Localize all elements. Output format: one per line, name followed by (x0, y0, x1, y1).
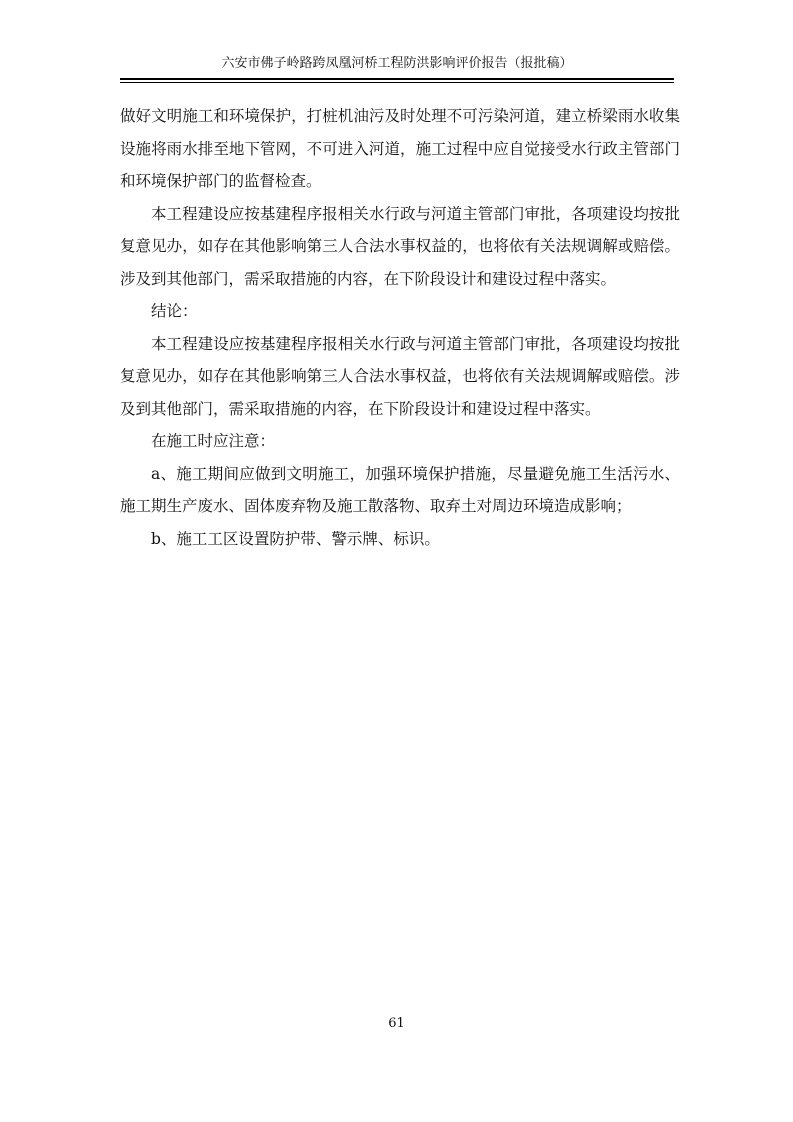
list-item-b: b、施工工区设置防护带、警示牌、标识。 (151, 529, 440, 548)
page-header-title: 六安市佛子岭路跨凤凰河桥工程防洪影响评价报告（报批稿） (221, 56, 573, 71)
header-rule-thick (120, 78, 674, 80)
paragraph-conclusion-body: 本工程建设应按基建程序报相关水行政与河道主管部门审批，各项建设均按批复意见办，如存在其他影响第三人合法水事权益，也将依有关法规调解或赔偿。涉及到其他部门，需采取措施的内容，在下阶段设计和建设过程中落实。 (120, 334, 680, 418)
paragraph-conclusion-heading: 结论： (151, 302, 198, 320)
paragraph-environmental-protection: 做好文明施工和环境保护，打桩机油污及时处理不可污染河道，建立桥梁雨水收集设施将雨水排至地下管网，不可进入河道，施工过程中应自觉接受水行政主管部门和环境保护部门的监督检查。 (120, 107, 680, 190)
list-item-a: a、施工期间应做到文明施工，加强环境保护措施，尽量避免施工生活污水、施工期生产废水、固体废弃物及施工散落物、取弃土对周边环境造成影响； (120, 464, 680, 515)
paragraph-construction-notes-heading: 在施工时应注意： (151, 432, 276, 450)
paragraph-approval-procedure: 本工程建设应按基建程序报相关水行政与河道主管部门审批，各项建设均按批复意见办，如存在其他影响第三人合法水事权益的，也将依有关法规调解或赔偿。涉及到其他部门，需采取措施的内容，在下阶段设计和建设过程中落实。 (120, 204, 680, 288)
header-rule-thin (120, 82, 674, 83)
body-text (120, 100, 680, 555)
page-number: 61 (388, 1016, 405, 1031)
